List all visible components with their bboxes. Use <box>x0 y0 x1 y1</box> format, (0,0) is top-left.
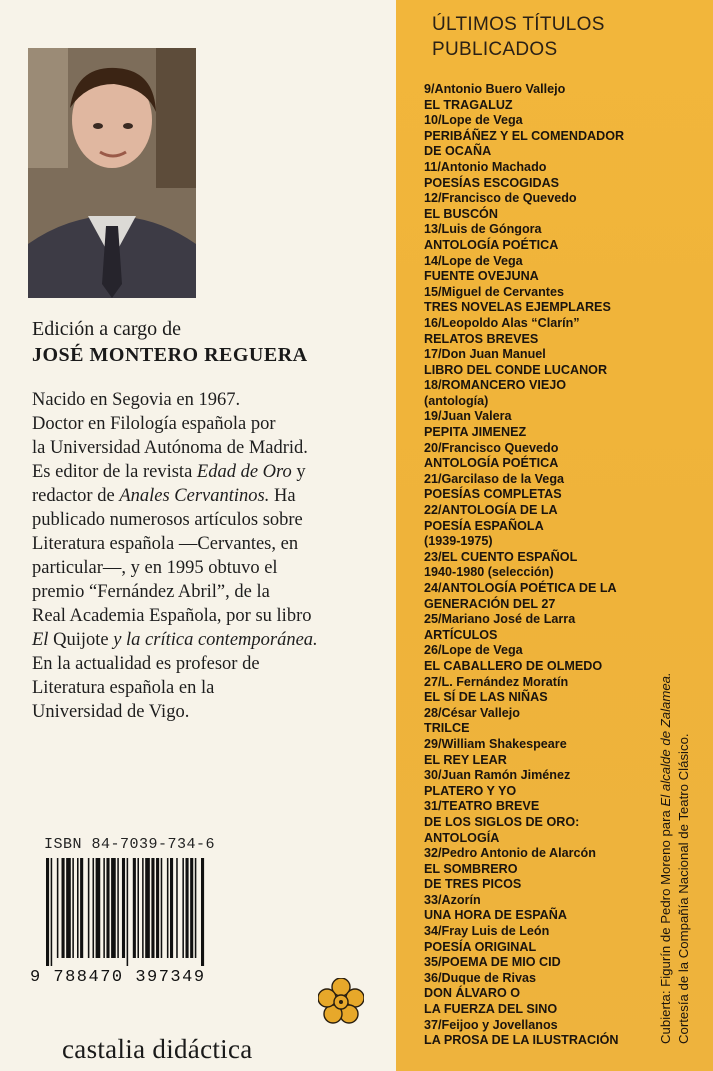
barcode-bar <box>161 858 163 958</box>
barcode-bar <box>117 858 119 958</box>
editor-credit <box>32 316 362 368</box>
title-list-line: 18/ROMANCERO VIEJO <box>424 378 567 393</box>
author-photo <box>28 48 196 298</box>
barcode-bar <box>151 858 154 958</box>
title-list-line: EL SOMBRERO <box>424 861 518 876</box>
bio-line: redactor de Anales Cervantinos. Ha <box>32 486 296 506</box>
title-list-line: TRILCE <box>424 721 470 736</box>
barcode-bar <box>176 858 178 958</box>
barcode-bar <box>93 858 95 958</box>
title-list-line: DE OCAÑA <box>424 144 492 159</box>
bio-line: publicado numerosos artículos sobre <box>32 510 303 530</box>
barcode-bar <box>142 858 144 958</box>
title-list-line: 11/Antonio Machado <box>424 159 547 174</box>
flower-logo-icon <box>318 978 364 1024</box>
barcode-bar <box>66 858 71 958</box>
title-list-line: TRES NOVELAS EJEMPLARES <box>424 300 611 315</box>
published-titles-list <box>424 82 674 1049</box>
title-list-line: PERIBÁÑEZ Y EL COMENDADOR <box>424 128 625 143</box>
title-list-line: 37/Feijoo y Jovellanos <box>424 1017 558 1032</box>
barcode-bar <box>111 858 116 958</box>
title-list-line: POESÍAS COMPLETAS <box>424 487 562 502</box>
author-biography <box>32 388 384 724</box>
title-list-line: EL REY LEAR <box>424 752 507 767</box>
bio-line: Nacido en Segovia en 1967. <box>32 390 241 410</box>
barcode-bar <box>190 858 193 958</box>
bio-line: Literatura española en la <box>32 678 215 698</box>
barcode-bar <box>170 858 173 958</box>
title-list-line: 17/Don Juan Manuel <box>424 347 546 362</box>
title-list-line: 1940-1980 (selección) <box>424 565 554 580</box>
title-list-line: 34/Fray Luis de León <box>424 924 550 939</box>
title-list-line: EL BUSCÓN <box>424 206 498 221</box>
title-list-line: 9/Antonio Buero Vallejo <box>424 82 566 96</box>
title-list-line: PLATERO Y YO <box>424 783 517 798</box>
title-list-line: DE TRES PICOS <box>424 877 522 892</box>
title-list-line: 12/Francisco de Quevedo <box>424 191 577 206</box>
title-list-line: 14/Lope de Vega <box>424 253 523 268</box>
title-list-line: 29/William Shakespeare <box>424 736 567 751</box>
title-list-line: POESÍA ORIGINAL <box>424 939 537 954</box>
bio-line: Universidad de Vigo. <box>32 702 190 722</box>
title-list-line: 26/Lope de Vega <box>424 643 523 658</box>
title-list-line: 20/Francisco Quevedo <box>424 440 559 455</box>
barcode-bar <box>77 858 79 958</box>
title-list-line: POESÍA ESPAÑOLA <box>424 518 544 533</box>
editor-name: JOSÉ MONTERO REGUERA <box>32 344 308 366</box>
title-list-line: 16/Leopoldo Alas “Clarín” <box>424 315 580 330</box>
title-list-line: 33/Azorín <box>424 892 481 907</box>
barcode-bar <box>167 858 169 958</box>
title-list-line: EL CABALLERO DE OLMEDO <box>424 658 603 673</box>
title-list-line: 27/L. Fernández Moratín <box>424 674 569 689</box>
title-list-line: ANTOLOGÍA POÉTICA <box>424 456 559 471</box>
title-list-line: RELATOS BREVES <box>424 331 539 346</box>
barcode <box>44 858 304 966</box>
title-list-line: ANTOLOGÍA POÉTICA <box>424 237 559 252</box>
title-list-line: ARTÍCULOS <box>424 627 498 642</box>
title-list-line: (antología) <box>424 393 489 408</box>
barcode-bar <box>127 858 129 966</box>
barcode-bar <box>57 858 59 958</box>
title-list-line: POESÍAS ESCOGIDAS <box>424 175 560 190</box>
title-list-line: 32/Pedro Antonio de Alarcón <box>424 846 596 861</box>
title-list-line: LA FUERZA DEL SINO <box>424 1002 558 1017</box>
title-list-line: 31/TEATRO BREVE <box>424 799 540 814</box>
bio-line: Real Academia Española, por su libro <box>32 606 312 626</box>
title-list-line: GENERACIÓN DEL 27 <box>424 596 556 611</box>
title-list-line: 23/EL CUENTO ESPAÑOL <box>424 549 578 564</box>
isbn-number: ISBN 84-7039-734-6 <box>44 836 216 853</box>
barcode-bar <box>133 858 136 958</box>
bio-line: particular—, y en 1995 obtuvo el <box>32 558 278 578</box>
bio-line: premio “Fernández Abril”, de la <box>32 582 270 602</box>
title-list-line: 19/Juan Valera <box>424 409 512 424</box>
title-list-line: FUENTE OVEJUNA <box>424 269 539 284</box>
barcode-digits: 9 788470 397349 <box>30 968 206 987</box>
cover-credit-line-1: Cubierta: Figurín de Pedro Moreno para <box>658 806 673 1044</box>
title-list-line: 22/ANTOLOGÍA DE LA <box>424 503 558 518</box>
publisher-logo-text: castalia didáctica <box>62 1034 253 1064</box>
panel-title: ÚLTIMOS TÍTULOS PUBLICADOS <box>432 14 605 60</box>
cover-credit <box>650 578 700 1048</box>
title-list-line: (1939-1975) <box>424 534 493 549</box>
barcode-bar <box>88 858 90 958</box>
bio-line: la Universidad Autónoma de Madrid. <box>32 438 308 458</box>
title-list-line: 28/César Vallejo <box>424 705 520 720</box>
barcode-bar <box>156 858 159 958</box>
editor-label: Edición a cargo de <box>32 318 182 340</box>
title-list-line: 21/Garcilaso de la Vega <box>424 471 565 486</box>
barcode-bar <box>201 858 204 966</box>
barcode-bar <box>182 858 184 958</box>
barcode-bar <box>96 858 101 958</box>
title-list-line: 10/Lope de Vega <box>424 113 523 128</box>
bio-line: Literatura española —Cervantes, en <box>32 534 299 554</box>
title-list-line: EL TRAGALUZ <box>424 97 513 112</box>
bio-line: En la actualidad es profesor de <box>32 654 260 674</box>
title-list-line: 15/Miguel de Cervantes <box>424 284 564 299</box>
title-list-line: 36/Duque de Rivas <box>424 970 536 985</box>
barcode-bar <box>145 858 150 958</box>
bio-line: Es editor de la revista Edad de Oro y <box>32 462 306 482</box>
barcode-bar <box>46 858 49 966</box>
title-list-line: DE LOS SIGLOS DE ORO: <box>424 814 580 829</box>
title-list-line: 35/POEMA DE MIO CID <box>424 955 561 970</box>
title-list-line: LA PROSA DE LA ILUSTRACIÓN <box>424 1033 619 1048</box>
barcode-bar <box>106 858 109 958</box>
barcode-bar <box>72 858 74 958</box>
bio-line: Doctor en Filología española por <box>32 414 276 434</box>
title-list-line: PEPITA JIMENEZ <box>424 425 527 440</box>
title-list-line: 13/Luis de Góngora <box>424 222 542 237</box>
title-list-line: 30/Juan Ramón Jiménez <box>424 768 571 783</box>
barcode-bar <box>62 858 65 958</box>
title-list-line: ANTOLOGÍA <box>424 830 500 845</box>
title-list-line: EL SÍ DE LAS NIÑAS <box>424 690 548 705</box>
title-list-line: 25/Mariano José de Larra <box>424 612 576 627</box>
bio-line: El Quijote y la crítica contemporánea. <box>32 630 318 650</box>
barcode-bar <box>186 858 189 958</box>
title-list-line: DON ÁLVARO O <box>424 986 521 1001</box>
cover-credit-line-2: Cortesía de la Compañía Nacional de Teatro Clásico. <box>676 733 691 1044</box>
barcode-bar <box>195 858 197 958</box>
svg-text:Cubierta: Figurín de Pedro Mor: Cubierta: Figurín de Pedro Moreno para El alcalde de Zalamea. <box>658 672 673 1044</box>
barcode-bar <box>103 858 105 958</box>
barcode-bar <box>51 858 53 966</box>
barcode-bar <box>122 858 125 958</box>
barcode-bar <box>137 858 139 958</box>
title-list-line: 24/ANTOLOGÍA POÉTICA DE LA <box>424 581 617 595</box>
title-list-line: LIBRO DEL CONDE LUCANOR <box>424 362 608 377</box>
barcode-bar <box>80 858 83 958</box>
title-list-line: UNA HORA DE ESPAÑA <box>424 908 567 923</box>
